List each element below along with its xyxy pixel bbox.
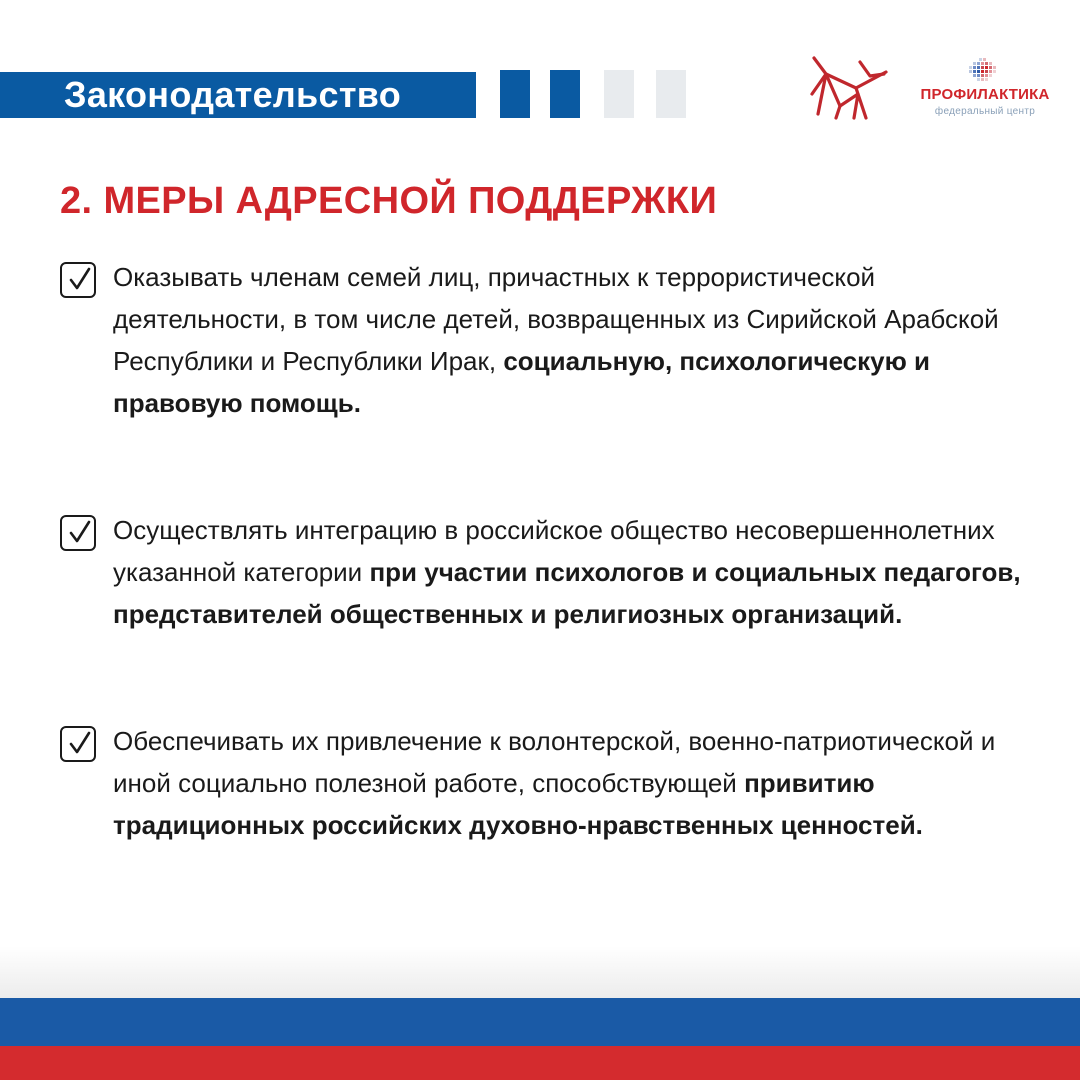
footer-fade [0, 946, 1080, 998]
logo-grid-icon [965, 58, 1003, 82]
checkbox-checked-icon [60, 515, 96, 551]
list-item-text [113, 720, 1035, 846]
checkbox-checked-icon [60, 262, 96, 298]
decor-square [656, 70, 686, 118]
decor-square [604, 70, 634, 118]
logo-subtitle: федеральный центр [934, 106, 1036, 117]
logo-name: ПРОФИЛАКТИКА [920, 86, 1050, 103]
flag-stripe-red [0, 1046, 1080, 1080]
header-title: Законодательство [64, 74, 401, 115]
decor-square [500, 70, 530, 118]
section-title: 2. МЕРЫ АДРЕСНОЙ ПОДДЕРЖКИ [60, 180, 718, 222]
decor-square [550, 70, 580, 118]
list-item-text-bold: привитию традиционных российских духовно-нравственных ценностей. [113, 768, 923, 840]
list-item-text-regular: Осуществлять интеграцию в российское общество несовершеннолетних указанной категории [113, 515, 995, 587]
horse-logo-icon [808, 54, 888, 120]
flag-stripe-blue [0, 998, 1080, 1046]
checkbox-checked-icon [60, 726, 96, 762]
list-item-text-bold: при участии психологов и социальных педагогов, представителей общественных и религиозных организаций. [113, 557, 1021, 629]
list-item-text-regular: Обеспечивать их привлечение к волонтерской, военно-патриотической и иной социально полезной работе, способствующей [113, 726, 996, 798]
list-item-text-regular: Оказывать членам семей лиц, причастных к террористической деятельности, в том числе детей, возвращенных из Сирийской Арабской Республики и Республики Ирак, [113, 262, 999, 376]
list-item-text [113, 509, 1035, 635]
list-item-text [113, 256, 1035, 424]
list-item-text-bold: социальную, психологическую и правовую помощь. [113, 346, 931, 418]
